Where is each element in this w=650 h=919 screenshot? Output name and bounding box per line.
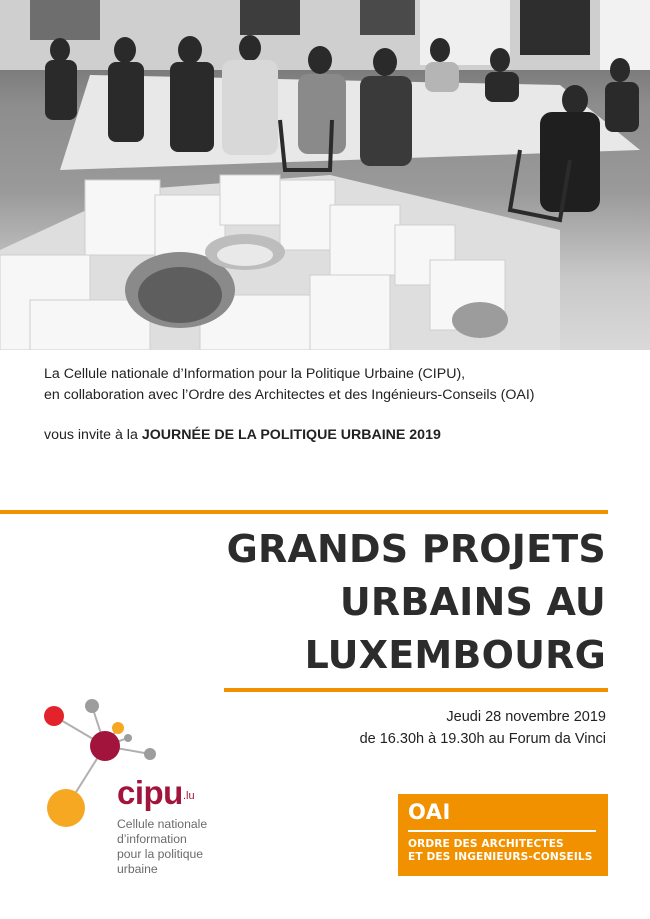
oai-name-line-2: ET DES INGENIEURS-CONSEILS <box>408 851 593 863</box>
intro-text <box>44 364 624 446</box>
cipu-tld: .lu <box>183 790 195 802</box>
event-time-place: de 16.30h à 19.30h au Forum da Vinci <box>359 731 606 747</box>
oai-divider <box>408 830 596 832</box>
header-photo <box>0 0 650 350</box>
intro-line-1: La Cellule nationale d’Information pour la Politique Urbaine (CIPU), <box>44 366 466 382</box>
event-details <box>360 706 606 750</box>
title-line-1: GRANDS PROJETS <box>226 527 606 571</box>
cipu-desc-line-4: urbaine <box>117 862 158 876</box>
event-date: Jeudi 28 novembre 2019 <box>446 709 606 725</box>
title-top-rule <box>0 510 608 514</box>
meeting-room-photo <box>0 0 650 350</box>
title-bottom-rule <box>224 688 608 692</box>
intro-line-2: en collaboration avec l’Ordre des Architectes et des Ingénieurs-Conseils (OAI) <box>44 387 535 403</box>
oai-abbreviation: OAI <box>408 800 451 824</box>
title-line-3: LUXEMBOURG <box>304 633 606 677</box>
cipu-wordmark: cipu <box>117 774 183 811</box>
cipu-desc-line-2: d’information <box>117 832 187 846</box>
invite-line <box>44 425 624 446</box>
oai-full-name <box>408 838 593 864</box>
cipu-desc-line-1: Cellule nationale <box>117 817 208 831</box>
invite-prefix: vous invite à la <box>44 427 138 443</box>
oai-name-line-1: ORDRE DES ARCHITECTES <box>408 838 564 850</box>
cipu-desc-line-3: pour la politique <box>117 847 204 861</box>
title-line-2: URBAINS AU <box>339 580 606 624</box>
oai-logo <box>398 794 608 876</box>
cipu-description <box>117 817 257 877</box>
event-name: JOURNÉE DE LA POLITIQUE URBAINE 2019 <box>141 427 441 443</box>
main-title <box>86 523 606 682</box>
